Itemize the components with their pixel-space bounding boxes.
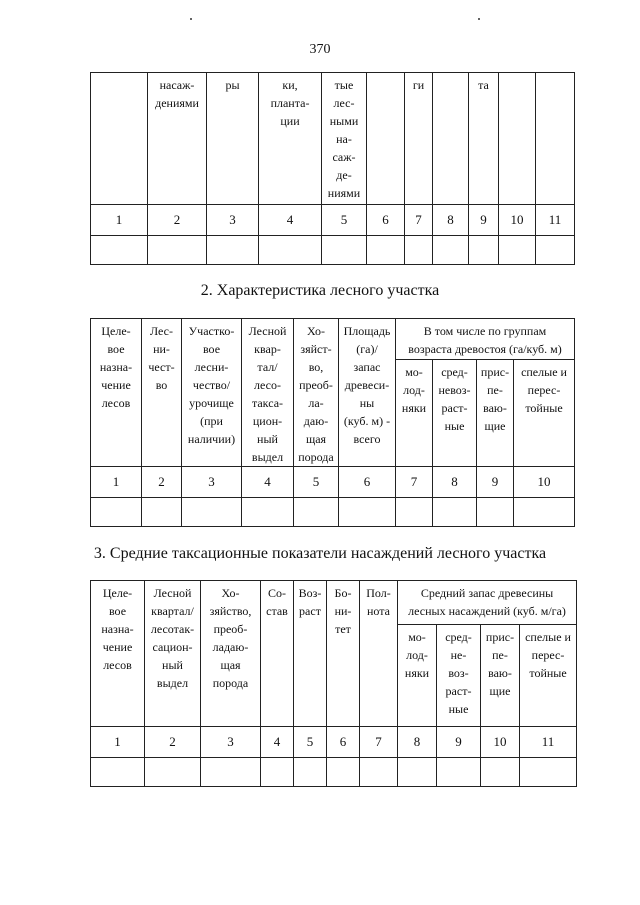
- header-average-stock: Средний запас древесины лесных насаждений (куб. м/га): [398, 581, 577, 625]
- empty-cell[interactable]: [339, 498, 396, 527]
- column-number: 9: [437, 727, 481, 758]
- empty-cell[interactable]: [536, 236, 575, 265]
- header-forestry: Лес- ни- чест- во: [142, 319, 182, 467]
- t1-header-text: ги: [412, 78, 425, 92]
- t1-header-cell-7: [405, 73, 433, 205]
- empty-cell[interactable]: [437, 758, 481, 787]
- column-number: 7: [405, 205, 433, 236]
- column-number: 2: [142, 467, 182, 498]
- column-number: 8: [398, 727, 437, 758]
- empty-cell[interactable]: [367, 236, 405, 265]
- empty-cell[interactable]: [91, 236, 148, 265]
- column-number: 1: [91, 727, 145, 758]
- column-number: 1: [91, 467, 142, 498]
- empty-cell[interactable]: [481, 758, 520, 787]
- header-mature: спелые и перес- тойные: [520, 625, 577, 727]
- header-middle-aged: сред- невоз- раст- ные: [433, 359, 477, 466]
- t1-header-text: насаж- дениями: [155, 78, 199, 110]
- column-number: 2: [148, 205, 207, 236]
- column-number: 1: [91, 205, 148, 236]
- t1-number-row: [91, 205, 575, 236]
- empty-cell[interactable]: [433, 236, 469, 265]
- header-purpose: Целе- вое назна- чение лесов: [91, 319, 142, 467]
- header-area-stock: Площадь (га)/ запас древеси- ны (куб. м) - всего: [339, 319, 396, 467]
- column-number: 10: [481, 727, 520, 758]
- empty-cell[interactable]: [405, 236, 433, 265]
- empty-cell[interactable]: [322, 236, 367, 265]
- t1-header-cell-6: [367, 73, 405, 205]
- empty-cell[interactable]: [91, 498, 142, 527]
- empty-cell[interactable]: [261, 758, 294, 787]
- t1-header-text: ры: [225, 78, 240, 92]
- header-mature: спелые и перес- тойные: [514, 359, 575, 466]
- t1-header-text: та: [478, 78, 489, 92]
- header-young: мо- лод- няки: [396, 359, 433, 466]
- empty-cell[interactable]: [294, 758, 327, 787]
- empty-cell[interactable]: [477, 498, 514, 527]
- column-number: 5: [322, 205, 367, 236]
- header-quarter: Лесной квартал/ лесотак- сацион- ный выдел: [145, 581, 201, 727]
- header-quarter: Лесной квар- тал/ лесо- такса- цион- ный выдел: [242, 319, 294, 467]
- column-number: 4: [242, 467, 294, 498]
- empty-cell[interactable]: [207, 236, 259, 265]
- t1-header-cell-8: [433, 73, 469, 205]
- empty-cell[interactable]: [499, 236, 536, 265]
- empty-cell[interactable]: [514, 498, 575, 527]
- scan-speck-right: [478, 18, 480, 20]
- header-composition: Со- став: [261, 581, 294, 727]
- empty-cell[interactable]: [182, 498, 242, 527]
- empty-cell[interactable]: [201, 758, 261, 787]
- t1-header-cell-4: [259, 73, 322, 205]
- section2-title: 2. Характеристика лесного участка: [200, 282, 440, 299]
- header-dominant-species: Хо- зяйст- во, преоб- ла- даю- щая порода: [294, 319, 339, 467]
- empty-cell[interactable]: [327, 758, 360, 787]
- empty-cell[interactable]: [433, 498, 477, 527]
- header-young: мо- лод- няки: [398, 625, 437, 727]
- t1-header-cell-11: [536, 73, 575, 205]
- empty-cell[interactable]: [469, 236, 499, 265]
- t1-header-cell-3: [207, 73, 259, 205]
- column-number: 11: [536, 205, 575, 236]
- header-bonitet: Бо- ни- тет: [327, 581, 360, 727]
- column-number: 9: [469, 205, 499, 236]
- header-premature: прис- пе- ваю- щие: [481, 625, 520, 727]
- t1-header-cell-5: [322, 73, 367, 205]
- column-number: 10: [514, 467, 575, 498]
- header-age: Воз- раст: [294, 581, 327, 727]
- continuation-table: [90, 72, 575, 265]
- t1-header-text: ки, планта- ции: [270, 78, 310, 128]
- column-number: 3: [201, 727, 261, 758]
- column-number: 3: [207, 205, 259, 236]
- column-number: 10: [499, 205, 536, 236]
- column-number: 4: [259, 205, 322, 236]
- column-number: 9: [477, 467, 514, 498]
- empty-cell[interactable]: [142, 498, 182, 527]
- column-number: 8: [433, 205, 469, 236]
- empty-cell[interactable]: [242, 498, 294, 527]
- t2-number-row: [91, 467, 575, 498]
- t2-empty-row: [91, 498, 575, 527]
- header-purpose: Целе- вое назна- чение лесов: [91, 581, 145, 727]
- section3-title: 3. Средние таксационные показатели насаждений лесного участка: [93, 545, 547, 562]
- column-number: 2: [145, 727, 201, 758]
- taxation-indicators-table: [90, 580, 577, 787]
- column-number: 8: [433, 467, 477, 498]
- header-dominant-species: Хо- зяйство, преоб- ладаю- щая порода: [201, 581, 261, 727]
- empty-cell[interactable]: [520, 758, 577, 787]
- scan-speck-left: [190, 18, 192, 20]
- empty-cell[interactable]: [145, 758, 201, 787]
- t1-header-cell-1: [91, 73, 148, 205]
- column-number: 6: [367, 205, 405, 236]
- empty-cell[interactable]: [360, 758, 398, 787]
- column-number: 5: [294, 727, 327, 758]
- t1-header-cell-10: [499, 73, 536, 205]
- header-district: Участко- вое лесни- чество/ урочище (при наличии): [182, 319, 242, 467]
- column-number: 7: [396, 467, 433, 498]
- t3-empty-row: [91, 758, 577, 787]
- column-number: 7: [360, 727, 398, 758]
- header-age-groups: В том числе по группам возраста древостоя (га/куб. м): [396, 319, 575, 360]
- column-number: 4: [261, 727, 294, 758]
- header-middle-aged: сред- не- воз- раст- ные: [437, 625, 481, 727]
- column-number: 6: [339, 467, 396, 498]
- column-number: 5: [294, 467, 339, 498]
- t1-header-cell-2: [148, 73, 207, 205]
- t1-header-text: тые лес- ными на- саж- де- ниями: [327, 78, 361, 200]
- header-density: Пол- нота: [360, 581, 398, 727]
- page-number: 370: [309, 42, 331, 57]
- column-number: 6: [327, 727, 360, 758]
- empty-cell[interactable]: [396, 498, 433, 527]
- header-premature: прис- пе- ваю- щие: [477, 359, 514, 466]
- t1-empty-row: [91, 236, 575, 265]
- empty-cell[interactable]: [398, 758, 437, 787]
- t1-header-cell-9: [469, 73, 499, 205]
- empty-cell[interactable]: [91, 758, 145, 787]
- column-number: 3: [182, 467, 242, 498]
- column-number: 11: [520, 727, 577, 758]
- empty-cell[interactable]: [148, 236, 207, 265]
- empty-cell[interactable]: [294, 498, 339, 527]
- t3-number-row: [91, 727, 577, 758]
- forest-plot-characteristics-table: [90, 318, 575, 527]
- empty-cell[interactable]: [259, 236, 322, 265]
